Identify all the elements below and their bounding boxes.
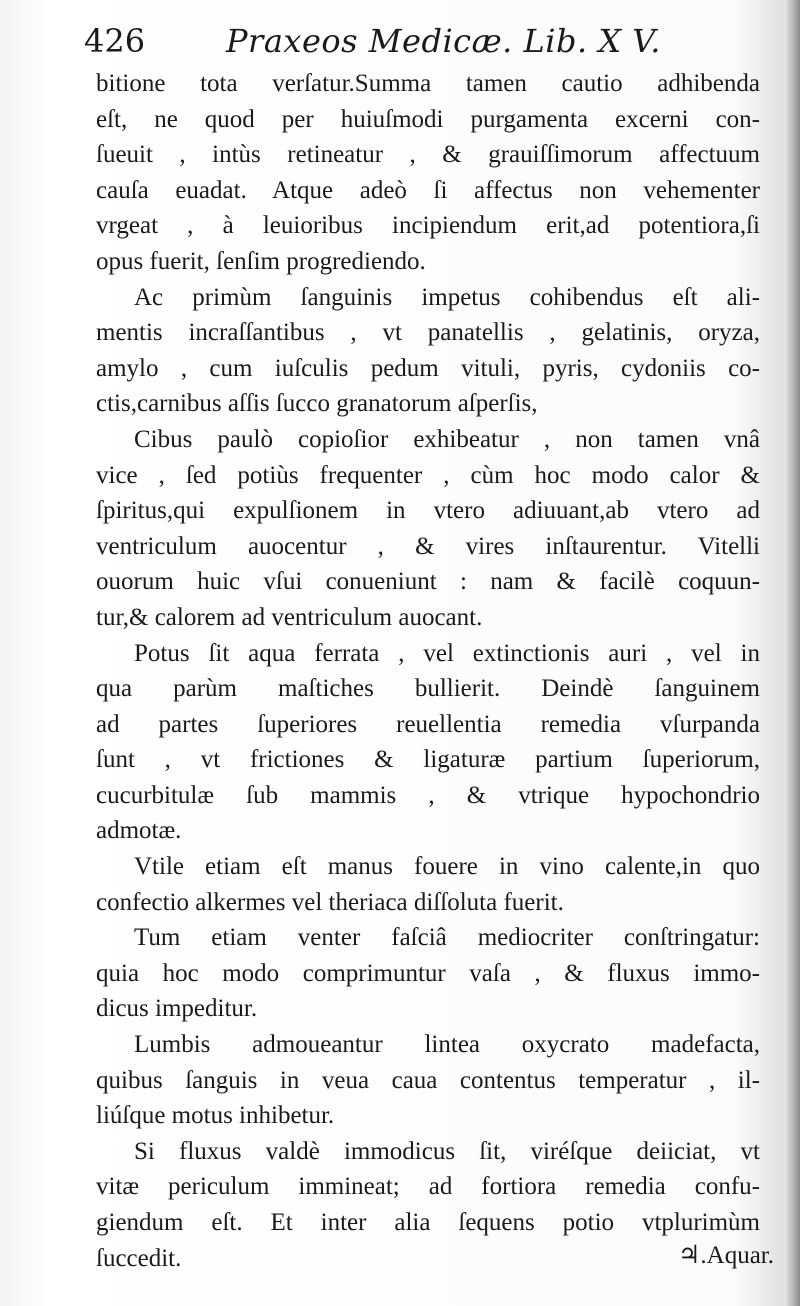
text-line: Ac primùm ſanguinis impetus cohibendus eſt ali-	[134, 283, 760, 311]
text-line: giendum eſt. Et inter alia ſequens potio vtplurimùm	[96, 1209, 760, 1236]
text-line: cucurbitulæ ſub mammis , & vtrique hypochondrio	[96, 781, 760, 809]
catchword: ♃.Aquar.	[677, 1242, 774, 1269]
text-line: Potus ſit aqua ferrata , vel extinctionis auri , vel in	[134, 639, 760, 667]
text-line: ctis,carnibus aſſis ſucco granatorum aſperſis,	[96, 390, 538, 418]
running-head: Praxeos Medicæ. Lib. X V.	[226, 22, 661, 60]
paragraph	[96, 849, 760, 920]
text-line: quia hoc modo comprimuntur vaſa , & fluxus immo-	[96, 959, 760, 987]
text-line: ſueuit , intùs retineatur , & grauiſſimorum affectuum	[96, 141, 760, 169]
text-line: ſpiritus,qui expulſionem in vtero adiuuant,ab vtero ad	[96, 497, 760, 525]
paragraph	[96, 1027, 760, 1134]
text-line: vitæ periculum immineat; ad fortiora remedia confu-	[96, 1173, 760, 1201]
text-line: vrgeat , à leuioribus incipiendum erit,ad potentiora,ſi	[96, 212, 760, 240]
body-text	[96, 66, 760, 1276]
text-line: admotæ.	[96, 817, 182, 845]
text-line: mentis incraſſantibus , vt panatellis , gelatinis, oryza,	[96, 319, 760, 347]
text-line: eſt, ne quod per huiuſmodi purgamenta excerni con-	[96, 105, 760, 133]
text-line: amylo , cum iuſculis pedum vituli, pyris, cydoniis co-	[96, 354, 760, 382]
text-line: Tum etiam venter faſciâ mediocriter conſtringatur:	[134, 924, 760, 952]
paragraph	[96, 1134, 760, 1276]
text-line: ſuccedit.	[96, 1244, 182, 1272]
text-line: qua parùm maſtiches bullierit. Deindè ſanguinem	[96, 675, 760, 703]
text-line: quibus ſanguis in veua caua contentus temperatur , il-	[96, 1066, 760, 1094]
text-line: opus fuerit, ſenſim progrediendo.	[96, 247, 426, 275]
page-header	[84, 16, 764, 66]
page-edge-shadow	[784, 0, 800, 1306]
text-line: tur,& calorem ad ventriculum auocant.	[96, 603, 483, 631]
text-line: dicus impeditur.	[96, 995, 258, 1023]
text-line: ſunt , vt frictiones & ligaturæ partium ſuperiorum,	[96, 746, 760, 774]
text-line: cauſa euadat. Atque adeò ſi affectus non vehementer	[96, 176, 760, 204]
paragraph	[96, 422, 760, 636]
text-line: ventriculum auocentur , & vires inſtaurentur. Vitelli	[96, 532, 760, 560]
text-line: Cibus paulò copioſior exhibeatur , non tamen vnâ	[134, 425, 760, 453]
text-line: Lumbis admoueantur lintea oxycrato madefacta,	[134, 1031, 760, 1059]
text-line: vice , ſed potiùs frequenter , cùm hoc modo calor &	[96, 461, 760, 489]
text-line: ouorum huic vſui conueniunt : nam & facilè coquun-	[96, 568, 760, 596]
paragraph	[96, 636, 760, 850]
text-line: confectio alkermes vel theriaca diſſoluta fuerit.	[96, 888, 564, 916]
paragraph	[96, 66, 760, 280]
text-line: ad partes ſuperiores reuellentia remedia vſurpanda	[96, 710, 760, 738]
text-line: bitione tota verſatur.Summa tamen cautio adhibenda	[96, 70, 760, 97]
paragraph	[96, 920, 760, 1027]
page-number: 426	[84, 22, 146, 60]
paragraph	[96, 280, 760, 422]
text-line: Vtile etiam eſt manus fouere in vino calente,in quo	[134, 853, 760, 881]
text-line: Si fluxus valdè immodicus ſit, viréſque deiiciat, vt	[134, 1137, 760, 1165]
text-line: liúſque motus inhibetur.	[96, 1102, 335, 1130]
